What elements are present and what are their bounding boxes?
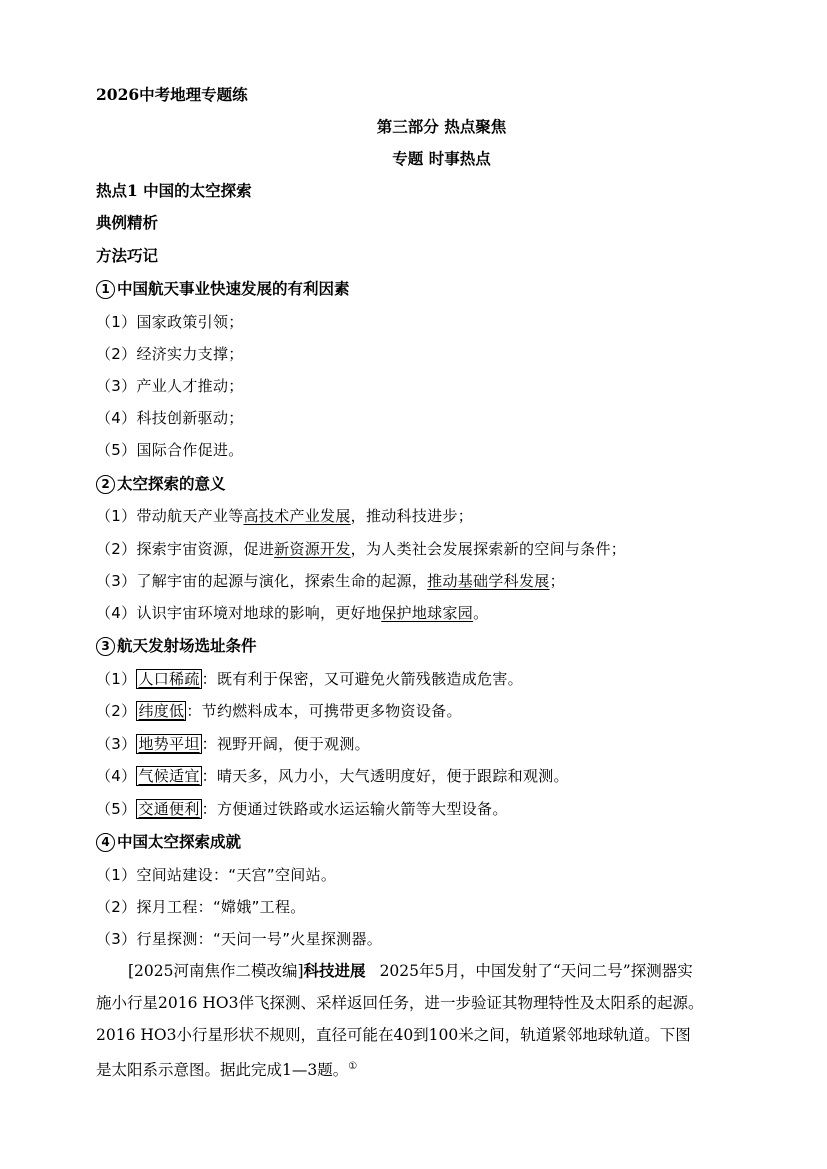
section-3-item: （1） 人口稀疏 ：既有利于保密，又可避免火箭残骸造成危害。 [96, 670, 523, 688]
key-phrase: 新资源开发 [274, 540, 351, 558]
section-1-item: （1）国家政策引领； [96, 313, 244, 331]
question-text: 是太阳系示意图。据此完成1—3题。① [96, 1061, 358, 1079]
section-example-heading: 典例精析 [96, 213, 159, 232]
section-2-title: 太空探索的意义 [117, 474, 226, 493]
circled-number: 1 [96, 280, 115, 299]
circled-number: 4 [96, 833, 115, 852]
section-2-item: （3）了解宇宙的起源与演化，探索生命的起源，推动基础学科发展； [96, 572, 565, 590]
question-text: 2016 HO3小行星形状不规则，直径可能在40到100米之间，轨道紧邻地球轨道。下图 [96, 1026, 691, 1044]
section-2-item: （1）带动航天产业等高技术产业发展，推动科技进步； [96, 507, 474, 525]
question-tag: 科技进展 [303, 961, 366, 980]
section-4-heading [96, 831, 241, 853]
section-1-item: （5）国际合作促进。 [96, 441, 244, 459]
part-title: 第三部分 热点聚焦 [376, 117, 507, 136]
section-3-item: （4） 气候适宜 ：晴天多，风力小，大气透明度好，便于跟踪和观测。 [96, 767, 569, 785]
header-title: 2026中考地理专题练 [96, 85, 248, 104]
section-2-heading [96, 473, 226, 495]
boxed-term: 气候适宜 [138, 767, 200, 785]
section-2-item: （2）探索宇宙资源，促进新资源开发，为人类社会发展探索新的空间与条件； [96, 540, 627, 558]
section-1-heading [96, 278, 350, 300]
boxed-term: 交通便利 [138, 800, 200, 818]
section-1-title: 中国航天事业快速发展的有利因素 [117, 279, 350, 298]
boxed-term: 人口稀疏 [138, 670, 200, 688]
section-3-item: （5） 交通便利 ：方便通过铁路或水运运输火箭等大型设备。 [96, 800, 508, 818]
circled-number: 2 [96, 475, 115, 494]
section-4-title: 中国太空探索成就 [117, 832, 242, 851]
section-4-item: （1）空间站建设：“天宫”空间站。 [96, 866, 337, 884]
section-4-item: （3）行星探测：“天问一号”火星探测器。 [96, 930, 383, 948]
section-method-heading: 方法巧记 [96, 246, 159, 265]
section-2-item: （4）认识宇宙环境对地球的影响，更好地保护地球家园。 [96, 604, 489, 622]
footnote-mark: ① [348, 1061, 358, 1072]
section-1-item: （4）科技创新驱动； [96, 409, 244, 427]
boxed-term: 纬度低 [138, 702, 185, 720]
section-4-item: （2）探月工程：“嫦娥”工程。 [96, 898, 306, 916]
boxed-term: 地势平坦 [138, 735, 200, 753]
section-3-heading [96, 635, 257, 657]
question-text: 施小行星2016 HO3伴飞探测、采样返回任务，进一步验证其物理特性及太阳系的起源。 [96, 994, 704, 1012]
key-phrase: 保护地球家园 [381, 604, 474, 622]
circled-number: 3 [96, 637, 115, 656]
section-3-item: （2） 纬度低 ：节约燃料成本，可携带更多物资设备。 [96, 702, 462, 720]
key-phrase: 推动基础学科发展 [427, 572, 550, 590]
section-1-item: （2）经济实力支撑； [96, 345, 244, 363]
section-3-title: 航天发射场选址条件 [117, 636, 257, 655]
section-3-item: （3） 地势平坦 ：视野开阔，便于观测。 [96, 735, 370, 753]
section-1-item: （3）产业人才推动； [96, 377, 244, 395]
question-intro: [2025河南焦作二模改编]科技进展 2025年5月，中国发射了“天问二号”探测器实 [128, 961, 693, 980]
topic-title: 专题 时事热点 [392, 149, 491, 168]
hotspot-title: 热点1 中国的太空探索 [96, 181, 252, 200]
key-phrase: 高技术产业发展 [243, 507, 351, 525]
question-source: [2025河南焦作二模改编] [128, 962, 304, 980]
